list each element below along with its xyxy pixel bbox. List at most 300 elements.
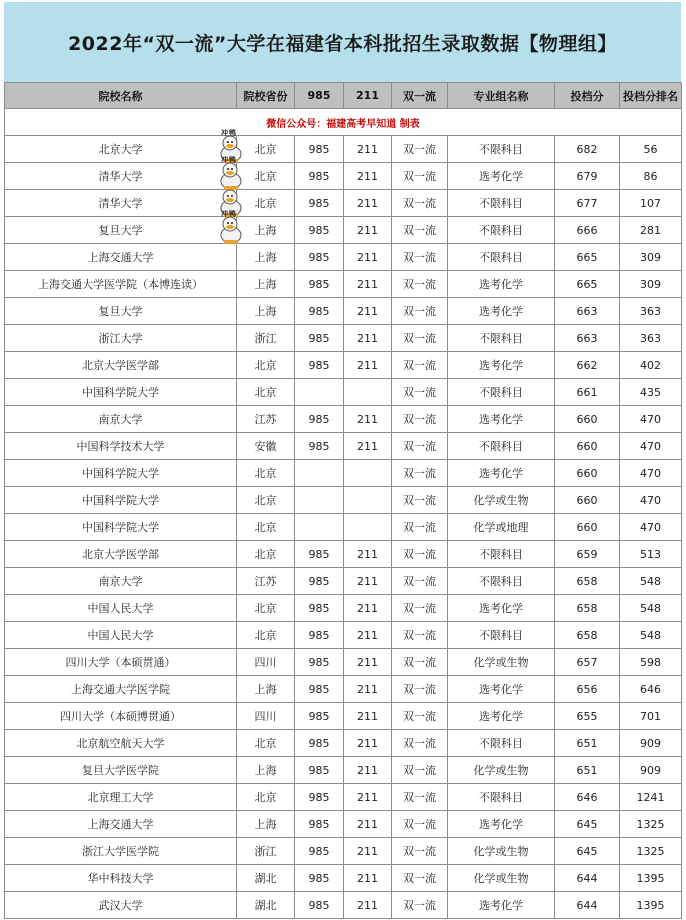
cell-province <box>237 784 295 811</box>
cell-province <box>237 622 295 649</box>
cell-double-first-class: 双一流 <box>392 703 448 730</box>
cell-province <box>237 541 295 568</box>
cell-985: 985 <box>295 244 344 271</box>
cell-major-group: 不限科目 <box>448 622 555 649</box>
cell-score: 666 <box>555 217 620 244</box>
cell-rank: 56 <box>620 136 682 163</box>
table-header-row <box>5 83 682 109</box>
table-row <box>5 217 682 244</box>
cell-major-group: 选考化学 <box>448 811 555 838</box>
cell-score: 657 <box>555 649 620 676</box>
table-row <box>5 406 682 433</box>
cell-double-first-class: 双一流 <box>392 190 448 217</box>
cell-score: 645 <box>555 811 620 838</box>
source-note-cell <box>5 109 682 136</box>
cell-major-group: 不限科目 <box>448 433 555 460</box>
cell-rank: 363 <box>620 298 682 325</box>
cell-211: 211 <box>344 703 392 730</box>
table-row <box>5 757 682 784</box>
cell-double-first-class: 双一流 <box>392 487 448 514</box>
table-row <box>5 433 682 460</box>
cell-rank: 470 <box>620 406 682 433</box>
table-row <box>5 811 682 838</box>
cell-score: 658 <box>555 568 620 595</box>
cell-double-first-class: 双一流 <box>392 541 448 568</box>
cell-rank: 435 <box>620 379 682 406</box>
cell-211: 211 <box>344 325 392 352</box>
province-text: 江苏 <box>254 575 277 588</box>
cell-major-group: 化学或生物 <box>448 838 555 865</box>
cell-rank: 402 <box>620 352 682 379</box>
cell-score: 663 <box>555 298 620 325</box>
cell-score: 644 <box>555 892 620 919</box>
cell-major-group: 不限科目 <box>448 325 555 352</box>
cell-major-group: 选考化学 <box>448 595 555 622</box>
table-row <box>5 730 682 757</box>
table-row <box>5 352 682 379</box>
cell-major-group: 不限科目 <box>448 217 555 244</box>
cell-major-group: 化学或生物 <box>448 487 555 514</box>
province-text: 江苏 <box>254 413 277 426</box>
cell-major-group: 化学或地理 <box>448 514 555 541</box>
province-text: 北京 <box>254 791 277 804</box>
cell-score: 679 <box>555 163 620 190</box>
cell-major-group: 选考化学 <box>448 406 555 433</box>
province-text: 北京 <box>254 521 277 534</box>
table-row <box>5 379 682 406</box>
col-header-major-group: 专业组名称 <box>448 83 555 109</box>
cell-985 <box>295 487 344 514</box>
cell-985: 985 <box>295 217 344 244</box>
province-text: 四川 <box>254 710 277 723</box>
cell-province <box>237 892 295 919</box>
table-row <box>5 325 682 352</box>
col-header-province: 院校省份 <box>237 83 295 109</box>
province-text: 四川 <box>254 656 277 669</box>
table-row <box>5 136 682 163</box>
cell-985: 985 <box>295 865 344 892</box>
province-text: 北京 <box>254 170 277 183</box>
cell-province <box>221 129 295 163</box>
cell-rank: 1241 <box>620 784 682 811</box>
cell-score: 663 <box>555 325 620 352</box>
cell-211 <box>344 379 392 406</box>
cell-double-first-class: 双一流 <box>392 568 448 595</box>
col-header-985: 985 <box>295 83 344 109</box>
cell-double-first-class: 双一流 <box>392 460 448 487</box>
col-header-211: 211 <box>344 83 392 109</box>
cell-score: 665 <box>555 271 620 298</box>
cell-school-name: 清华大学 <box>5 190 237 217</box>
cell-province <box>237 865 295 892</box>
province-text: 北京 <box>254 737 277 750</box>
cell-rank: 309 <box>620 244 682 271</box>
cell-rank: 470 <box>620 433 682 460</box>
cell-province <box>237 271 295 298</box>
cell-score: 658 <box>555 595 620 622</box>
cell-score: 660 <box>555 460 620 487</box>
province-text: 上海 <box>254 764 277 777</box>
cell-province <box>221 210 295 244</box>
cell-rank: 1395 <box>620 865 682 892</box>
cell-985: 985 <box>295 541 344 568</box>
duck-label: 冲鸭 <box>221 210 237 218</box>
cell-score: 651 <box>555 757 620 784</box>
cell-rank: 909 <box>620 730 682 757</box>
province-text: 北京 <box>254 629 277 642</box>
province-text: 北京 <box>254 359 277 372</box>
cell-province <box>237 757 295 784</box>
cell-province <box>237 487 295 514</box>
cell-major-group: 选考化学 <box>448 352 555 379</box>
source-note: 微信公众号：福建高考早知道 制表 <box>266 118 420 130</box>
cell-double-first-class: 双一流 <box>392 622 448 649</box>
cell-double-first-class: 双一流 <box>392 784 448 811</box>
cell-school-name: 复旦大学 <box>5 217 237 244</box>
cell-rank: 1325 <box>620 811 682 838</box>
cell-211: 211 <box>344 298 392 325</box>
table-row <box>5 865 682 892</box>
cell-double-first-class: 双一流 <box>392 244 448 271</box>
table-row <box>5 649 682 676</box>
province-text: 北京 <box>254 494 277 507</box>
cell-double-first-class: 双一流 <box>392 892 448 919</box>
col-header-double-first-class: 双一流 <box>392 83 448 109</box>
cell-province <box>237 811 295 838</box>
province-text: 北京 <box>254 197 277 210</box>
cell-rank: 470 <box>620 487 682 514</box>
cell-211 <box>344 514 392 541</box>
cell-school-name: 北京航空航天大学 <box>5 730 237 757</box>
cell-score: 651 <box>555 730 620 757</box>
cell-rank: 281 <box>620 217 682 244</box>
cell-double-first-class: 双一流 <box>392 163 448 190</box>
cell-school-name: 四川大学（本硕博贯通） <box>5 703 237 730</box>
cell-211: 211 <box>344 217 392 244</box>
table-row <box>5 460 682 487</box>
cell-school-name: 北京大学 <box>5 136 237 163</box>
cell-school-name: 中国科学院大学 <box>5 514 237 541</box>
province-text: 安徽 <box>254 440 277 453</box>
cell-double-first-class: 双一流 <box>392 271 448 298</box>
cell-major-group: 化学或生物 <box>448 757 555 784</box>
cell-score: 646 <box>555 784 620 811</box>
cell-score: 677 <box>555 190 620 217</box>
cell-major-group: 化学或生物 <box>448 865 555 892</box>
province-text: 上海 <box>254 251 277 264</box>
cell-school-name: 中国科学院大学 <box>5 460 237 487</box>
province-text: 上海 <box>254 224 277 237</box>
province-text: 上海 <box>254 305 277 318</box>
cell-school-name: 浙江大学 <box>5 325 237 352</box>
cell-province <box>237 568 295 595</box>
cell-double-first-class: 双一流 <box>392 298 448 325</box>
cell-major-group: 不限科目 <box>448 136 555 163</box>
cell-major-group: 不限科目 <box>448 379 555 406</box>
cell-major-group: 不限科目 <box>448 730 555 757</box>
cell-rank: 701 <box>620 703 682 730</box>
cell-school-name: 北京理工大学 <box>5 784 237 811</box>
province-text: 北京 <box>254 602 277 615</box>
table-row <box>5 541 682 568</box>
cell-rank: 1395 <box>620 892 682 919</box>
cell-rank: 598 <box>620 649 682 676</box>
cell-211: 211 <box>344 649 392 676</box>
cell-211: 211 <box>344 190 392 217</box>
cell-985: 985 <box>295 433 344 460</box>
cell-score: 658 <box>555 622 620 649</box>
cell-rank: 646 <box>620 676 682 703</box>
cell-211: 211 <box>344 352 392 379</box>
cell-province <box>237 352 295 379</box>
cell-school-name: 中国科学院大学 <box>5 487 237 514</box>
cell-province <box>237 298 295 325</box>
cell-score: 660 <box>555 406 620 433</box>
cell-double-first-class: 双一流 <box>392 325 448 352</box>
cell-211: 211 <box>344 406 392 433</box>
cell-985: 985 <box>295 811 344 838</box>
cell-major-group: 不限科目 <box>448 541 555 568</box>
cell-school-name: 北京大学医学部 <box>5 541 237 568</box>
cell-province <box>237 325 295 352</box>
cell-985: 985 <box>295 703 344 730</box>
table-row <box>5 568 682 595</box>
cell-school-name: 上海交通大学 <box>5 811 237 838</box>
cell-985: 985 <box>295 838 344 865</box>
cell-double-first-class: 双一流 <box>392 352 448 379</box>
cell-major-group: 选考化学 <box>448 271 555 298</box>
cell-major-group: 选考化学 <box>448 298 555 325</box>
cell-score: 645 <box>555 838 620 865</box>
cell-985: 985 <box>295 892 344 919</box>
cell-985: 985 <box>295 298 344 325</box>
cell-score: 660 <box>555 433 620 460</box>
cell-rank: 470 <box>620 514 682 541</box>
cell-rank: 909 <box>620 757 682 784</box>
cell-double-first-class: 双一流 <box>392 811 448 838</box>
cell-985 <box>295 379 344 406</box>
cell-211: 211 <box>344 136 392 163</box>
cell-211: 211 <box>344 244 392 271</box>
cell-211: 211 <box>344 730 392 757</box>
cell-major-group: 不限科目 <box>448 190 555 217</box>
table-row <box>5 622 682 649</box>
cell-985: 985 <box>295 136 344 163</box>
duck-label: 冲鸭 <box>221 129 237 137</box>
table-row <box>5 703 682 730</box>
cell-985: 985 <box>295 163 344 190</box>
cell-rank: 1325 <box>620 838 682 865</box>
cell-school-name: 复旦大学医学院 <box>5 757 237 784</box>
cell-double-first-class: 双一流 <box>392 595 448 622</box>
duck-label: 冲鸭 <box>221 156 237 164</box>
cell-school-name: 中国人民大学 <box>5 595 237 622</box>
cell-985: 985 <box>295 271 344 298</box>
col-header-rank: 投档分排名 <box>620 83 682 109</box>
cell-985: 985 <box>295 757 344 784</box>
cell-province <box>221 156 295 190</box>
cell-school-name: 武汉大学 <box>5 892 237 919</box>
table-row <box>5 190 682 217</box>
col-header-school: 院校名称 <box>5 83 237 109</box>
cell-province <box>237 379 295 406</box>
cell-211: 211 <box>344 271 392 298</box>
cell-211: 211 <box>344 838 392 865</box>
cell-school-name: 上海交通大学 <box>5 244 237 271</box>
cell-major-group: 选考化学 <box>448 703 555 730</box>
cell-211: 211 <box>344 595 392 622</box>
cell-rank: 363 <box>620 325 682 352</box>
cell-double-first-class: 双一流 <box>392 865 448 892</box>
cell-major-group: 不限科目 <box>448 568 555 595</box>
table-row <box>5 595 682 622</box>
province-text: 湖北 <box>254 899 277 912</box>
cell-province <box>237 460 295 487</box>
cell-211: 211 <box>344 757 392 784</box>
cell-211 <box>344 487 392 514</box>
cell-211: 211 <box>344 163 392 190</box>
cell-province <box>237 649 295 676</box>
cell-rank: 309 <box>620 271 682 298</box>
cell-211: 211 <box>344 433 392 460</box>
cell-school-name: 中国人民大学 <box>5 622 237 649</box>
cell-211: 211 <box>344 622 392 649</box>
cell-double-first-class: 双一流 <box>392 217 448 244</box>
cell-211: 211 <box>344 892 392 919</box>
table-row <box>5 487 682 514</box>
cell-985: 985 <box>295 784 344 811</box>
table-row <box>5 514 682 541</box>
province-text: 北京 <box>254 467 277 480</box>
province-text: 浙江 <box>254 332 277 345</box>
cell-double-first-class: 双一流 <box>392 379 448 406</box>
cell-211 <box>344 460 392 487</box>
province-text: 上海 <box>254 818 277 831</box>
province-text: 北京 <box>254 386 277 399</box>
cell-school-name: 四川大学（本硕贯通） <box>5 649 237 676</box>
province-text: 上海 <box>254 683 277 696</box>
cell-school-name: 华中科技大学 <box>5 865 237 892</box>
cell-school-name: 复旦大学 <box>5 298 237 325</box>
table-row <box>5 892 682 919</box>
table-row <box>5 784 682 811</box>
col-header-score: 投档分 <box>555 83 620 109</box>
cell-school-name: 中国科学院大学 <box>5 379 237 406</box>
cell-province <box>237 514 295 541</box>
cell-985: 985 <box>295 568 344 595</box>
cell-province <box>237 244 295 271</box>
cell-211: 211 <box>344 811 392 838</box>
cell-province <box>237 703 295 730</box>
cell-211: 211 <box>344 541 392 568</box>
cell-985 <box>295 514 344 541</box>
source-note-row <box>5 109 682 136</box>
province-text: 浙江 <box>254 845 277 858</box>
cell-school-name: 中国科学技术大学 <box>5 433 237 460</box>
cell-major-group: 选考化学 <box>448 892 555 919</box>
cell-985: 985 <box>295 676 344 703</box>
cell-rank: 548 <box>620 622 682 649</box>
cell-double-first-class: 双一流 <box>392 838 448 865</box>
cell-985: 985 <box>295 406 344 433</box>
cell-score: 644 <box>555 865 620 892</box>
cell-211: 211 <box>344 568 392 595</box>
cell-985 <box>295 460 344 487</box>
cell-double-first-class: 双一流 <box>392 406 448 433</box>
table-row <box>5 676 682 703</box>
cell-rank: 548 <box>620 568 682 595</box>
cell-211: 211 <box>344 676 392 703</box>
cell-major-group: 不限科目 <box>448 244 555 271</box>
cell-school-name: 清华大学 <box>5 163 237 190</box>
cell-985: 985 <box>295 730 344 757</box>
cell-rank: 548 <box>620 595 682 622</box>
province-text: 湖北 <box>254 872 277 885</box>
cell-score: 665 <box>555 244 620 271</box>
cell-double-first-class: 双一流 <box>392 514 448 541</box>
cell-double-first-class: 双一流 <box>392 757 448 784</box>
province-text: 北京 <box>254 143 277 156</box>
cell-rank: 470 <box>620 460 682 487</box>
cell-double-first-class: 双一流 <box>392 676 448 703</box>
cell-double-first-class: 双一流 <box>392 649 448 676</box>
cell-double-first-class: 双一流 <box>392 730 448 757</box>
cell-985: 985 <box>295 649 344 676</box>
cell-985: 985 <box>295 190 344 217</box>
cell-211: 211 <box>344 865 392 892</box>
table-row <box>5 838 682 865</box>
cell-school-name: 北京大学医学部 <box>5 352 237 379</box>
cell-major-group: 选考化学 <box>448 163 555 190</box>
cell-211: 211 <box>344 784 392 811</box>
cell-double-first-class: 双一流 <box>392 136 448 163</box>
cell-school-name: 上海交通大学医学院（本博连读） <box>5 271 237 298</box>
cell-major-group: 选考化学 <box>448 460 555 487</box>
table-row <box>5 271 682 298</box>
cell-score: 662 <box>555 352 620 379</box>
cell-985: 985 <box>295 622 344 649</box>
cell-score: 656 <box>555 676 620 703</box>
cell-major-group: 不限科目 <box>448 784 555 811</box>
cell-province <box>237 595 295 622</box>
page-title: 2022年“双一流”大学在福建省本科批招生录取数据【物理组】 <box>4 2 681 82</box>
cell-score: 655 <box>555 703 620 730</box>
cell-province <box>237 406 295 433</box>
cell-score: 661 <box>555 379 620 406</box>
cell-school-name: 南京大学 <box>5 406 237 433</box>
table-row <box>5 163 682 190</box>
cell-province <box>237 433 295 460</box>
province-text: 北京 <box>254 548 277 561</box>
cell-province <box>237 676 295 703</box>
cell-major-group: 选考化学 <box>448 676 555 703</box>
admission-table <box>4 82 682 919</box>
table-row <box>5 298 682 325</box>
cell-985: 985 <box>295 325 344 352</box>
cell-double-first-class: 双一流 <box>392 433 448 460</box>
cell-major-group: 化学或生物 <box>448 649 555 676</box>
province-text: 上海 <box>254 278 277 291</box>
cell-school-name: 浙江大学医学院 <box>5 838 237 865</box>
cell-score: 660 <box>555 487 620 514</box>
cell-province <box>237 730 295 757</box>
cell-score: 682 <box>555 136 620 163</box>
cell-score: 659 <box>555 541 620 568</box>
cell-985: 985 <box>295 352 344 379</box>
cell-985: 985 <box>295 595 344 622</box>
cell-province <box>237 190 295 217</box>
cell-school-name: 上海交通大学医学院 <box>5 676 237 703</box>
